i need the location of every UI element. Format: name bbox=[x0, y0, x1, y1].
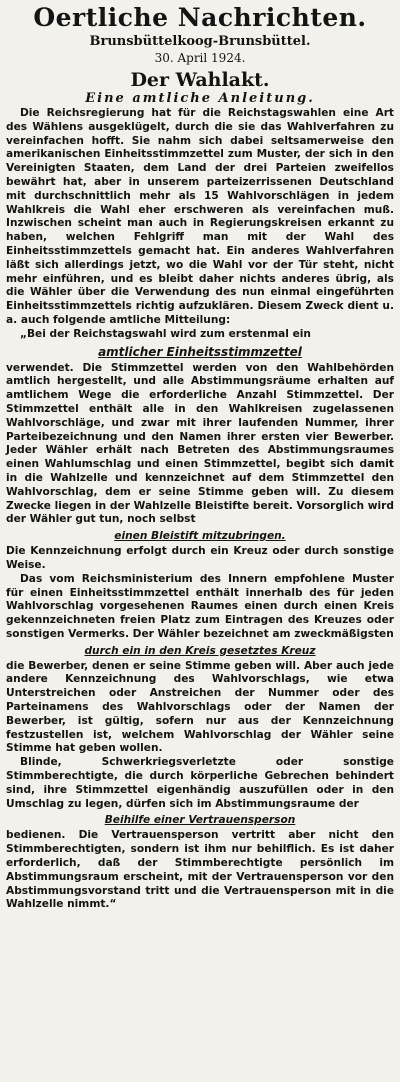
paragraph-intro: Die Reichsregierung hat für die Reichstagswahlen eine Art des Wählens ausgeklügelt, durch die sie das Wahlverfahren zu vereinfachen hofft. Sie nahm sich dabei seltsamerweise den amerikanischen Einheitsstimmzettel zum Muster, der sich in den Vereinigten Staaten, dem Land der drei Parteien zweifellos bewährt hat, aber in unserem parteizerrissenen Deutschland mit durchschnittlich mehr als 15 Wahlvorschlägen in jedem Wahlkreis die Wahl eher erschweren als vereinfachen muß. Inzwischen scheint man auch in Regierungskreisen erkannt zu haben, welchen Fehlgriff man mit der Wahl des Einheitsstimmzettels gemacht hat. Ein anderes Wahlverfahren läßt sich allerdings jetzt, wo die Wahl vor der Tür steht, nicht mehr einführen, und es bleibt daher nichts anderes übrig, als die Wähler über die Verwendung des nun einmal eingeführten Einheitsstimmzettels richtig aufzuklären. Diesem Zweck dient u. a. auch folgende amtliche Mitteilung: bbox=[6, 107, 394, 326]
paragraph-blinde: Blinde, Schwerkriegsverletzte oder sonstige Stimmberechtigte, die durch körperliche Gebrechen behindert sind, ihre Stimmzettel eigenhändig auszufüllen oder in den Umschlag zu legen, dürfen sich im Abstimmungsraume der bbox=[6, 756, 394, 810]
paragraph-vertrauensperson: bedienen. Die Vertrauensperson vertritt aber nicht den Stimmberechtigten, sondern ist ihm nur behilflich. Es ist daher erforderlich, daß der Stimmberechtigte persönlich im Abstimmungsraum erscheint, mit der Vertrauensperson vor den Abstimmungsvorstand tritt und die Vertrauensperson mit in die Wahlzelle nimmt.“ bbox=[6, 829, 394, 911]
paragraph-bewerber: die Bewerber, denen er seine Stimme geben will. Aber auch jede andere Kennzeichnung des Wahlvorschlags, wie etwa Unterstreichen oder Anstreichen der Nummer oder des Parteinamens des Wahlvorschlags oder der Namen der Bewerber, ist gültig, sofern nur aus der Kennzeichnung festzustellen ist, welchem Wahlvorschlag der Wähler seine Stimme hat geben wollen. bbox=[6, 659, 394, 755]
callout-vertrauensperson: Beihilfe einer Vertrauensperson bbox=[104, 814, 296, 827]
masthead: Oertliche Nachrichten. bbox=[33, 3, 367, 32]
paragraph-muster: Das vom Reichsministerium des Innern empfohlene Muster für einen Einheitsstimmzettel enthält innerhalb des für jeden Wahlvorschlag vorgesehenen Raumes einen durch einen Kreis gekennzeichneten freien Platz zum Eintragen des Kreuzes oder sonstigen Vermerks. Der Wähler bezeichnet am zweckmäßigsten bbox=[6, 572, 394, 640]
callout-einheitsstimmzettel: amtlicher Einheitsstimmzettel bbox=[98, 344, 302, 359]
date-line: 30. April 1924. bbox=[154, 51, 246, 65]
callout-kreuz: durch ein in den Kreis gesetztes Kreuz bbox=[84, 644, 316, 657]
place-line: Brunsbüttelkoog-Brunsbüttel. bbox=[89, 34, 311, 49]
paragraph-quote-start: „Bei der Reichstagswahl wird zum erstenmal ein bbox=[20, 327, 311, 340]
callout-bleistift: einen Bleistift mitzubringen. bbox=[114, 530, 286, 543]
paragraph-kennzeichnung: Die Kennzeichnung erfolgt durch ein Kreuz oder durch sonstige Weise. bbox=[6, 545, 394, 571]
article-body bbox=[6, 107, 394, 912]
paragraph-stimmzettel: verwendet. Die Stimmzettel werden von den Wahlbehörden amtlich hergestellt, und alle Abstimmungsräume erhalten auf amtlichem Wege die erforderliche Anzahl Stimmzettel. Der Stimmzettel enthält alle in den Wahlkreisen zugelassenen Wahlvorschläge, und zwar mit ihrer laufenden Nummer, ihrer Parteibezeichnung und den Namen ihrer ersten vier Bewerber. Jeder Wähler erhält nach Betreten des Abstimmungsraumes einen Wahlumschlag und einen Stimmzettel, begibt sich damit in die Wahlzelle und kennzeichnet auf dem Stimmzettel den Wahlvorschlag, dem er seine Stimme geben will. Zu diesem Zwecke liegen in der Wahlzelle Bleistifte bereit. Vorsorglich wird der Wähler gut tun, noch selbst bbox=[6, 361, 394, 526]
article-subhead: Eine amtliche Anleitung. bbox=[85, 91, 315, 106]
article-headline: Der Wahlakt. bbox=[130, 69, 270, 91]
